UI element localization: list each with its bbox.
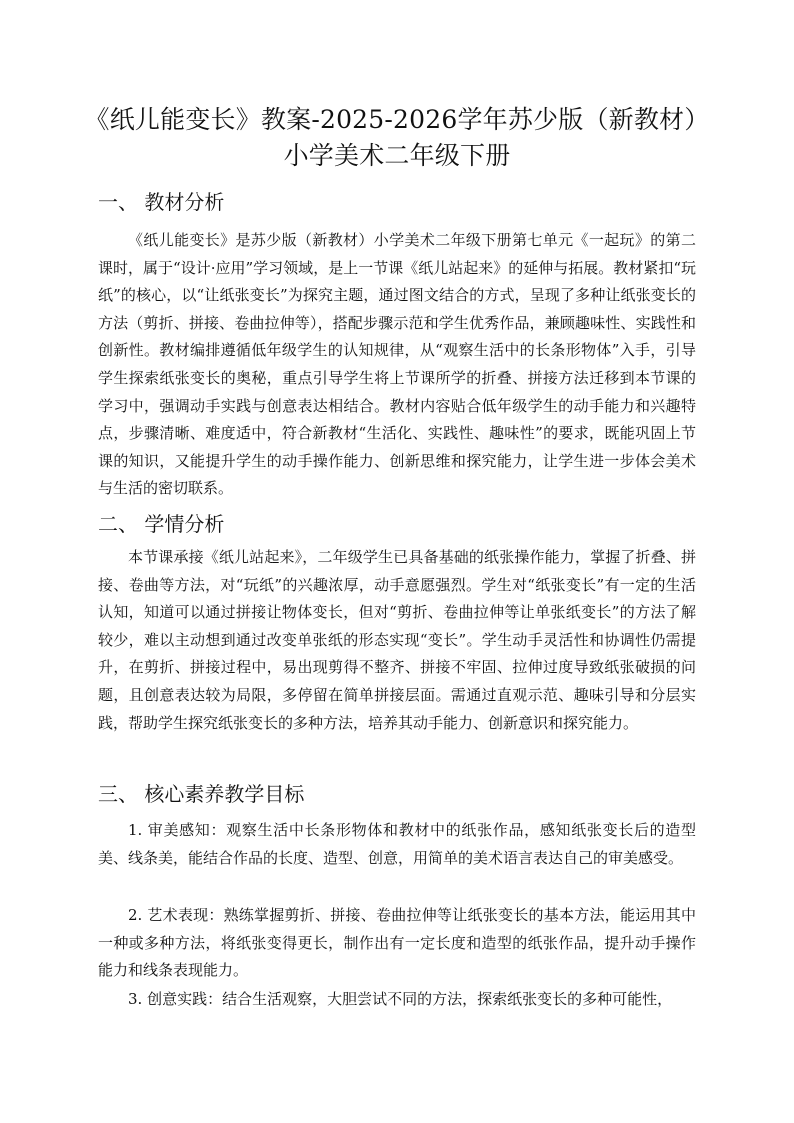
document-title: 《纸儿能变长》教案-2025-2026学年苏少版（新教材）小学美术二年级下册 — [84, 105, 710, 170]
goal-item-aesthetic-perception: 1. 审美感知：观察生活中长条形物体和教材中的纸张作品，感知纸张变长后的造型美、线条美，能结合作品的长度、造型、创意，用简单的美术语言表达自己的审美感受。 — [98, 821, 696, 867]
section-heading-student-analysis: 二、 学情分析 — [98, 512, 225, 536]
section-heading-core-goals: 三、 核心素养教学目标 — [98, 782, 305, 806]
section-heading-textbook-analysis: 一、 教材分析 — [98, 190, 225, 214]
section-paragraph-student-analysis: 本节课承接《纸儿站起来》，二年级学生已具备基础的纸张操作能力，掌握了折叠、拼接、卷曲等方法，对“玩纸”的兴趣浓厚，动手意愿强烈。学生对“纸张变长”有一定的生活认知，知道可以通过拼接让物体变长，但对“剪折、卷曲拉伸等让单张纸变长”的方法了解较少，难以主动想到通过改变单张纸的形态实现“变长”。学生动手灵活性和协调性仍需提升，在剪折、拼接过程中，易出现剪得不整齐、拼接不牢固、拉伸过度导致纸张破损的问题，且创意表达较为局限，多停留在简单拼接层面。需通过直观示范、趣味引导和分层实践，帮助学生探究纸张变长的多种方法，培养其动手能力、创新意识和探究能力。 — [98, 548, 696, 732]
goal-item-creative-practice: 3. 创意实践：结合生活观察，大胆尝试不同的方法，探索纸张变长的多种可能性， — [128, 990, 673, 1008]
section-paragraph-textbook-analysis: 《纸儿能变长》是苏少版（新教材）小学美术二年级下册第七单元《一起玩》的第二课时，属于“设计·应用”学习领域，是上一节课《纸儿站起来》的延伸与拓展。教材紧扣“玩纸”的核心，以“让纸张变长”为探究主题，通过图文结合的方式，呈现了多种让纸张变长的方法（剪折、拼接、卷曲拉伸等），搭配步骤示范和学生优秀作品，兼顾趣味性、实践性和创新性。教材编排遵循低年级学生的认知规律，从“观察生活中的长条形物体”入手，引导学生探索纸张变长的奥秘，重点引导学生将上节课所学的折叠、拼接方法迁移到本节课的学习中，强调动手实践与创意表达相结合。教材内容贴合低年级学生的动手能力和兴趣特点，步骤清晰、难度适中，符合新教材“生活化、实践性、趣味性”的要求，既能巩固上节课的知识，又能提升学生的动手操作能力、创新思维和探究能力，让学生进一步体会美术与生活的密切联系。 — [98, 231, 696, 498]
goal-item-artistic-expression: 2. 艺术表现：熟练掌握剪折、拼接、卷曲拉伸等让纸张变长的基本方法，能运用其中一种或多种方法，将纸张变得更长，制作出有一定长度和造型的纸张作品，提升动手操作能力和线条表现能力。 — [98, 906, 696, 980]
